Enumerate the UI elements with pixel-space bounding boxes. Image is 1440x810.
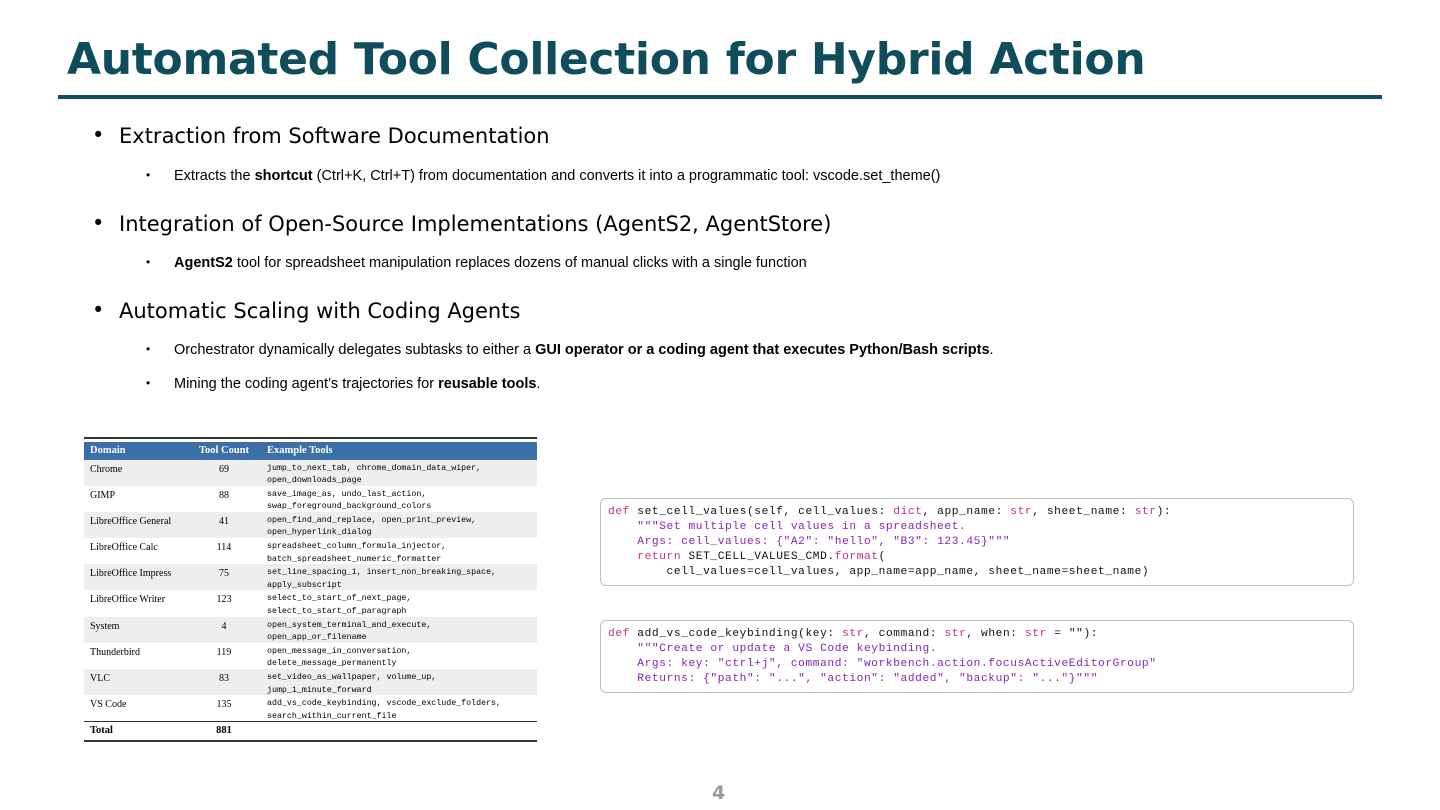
- bullet-2-text: Integration of Open-Source Implementations (AgentS2, AgentStore): [119, 212, 832, 236]
- table-body: [84, 460, 537, 722]
- cell-domain: System: [90, 620, 120, 632]
- cell-example-tools: [267, 646, 411, 671]
- code-block-add-vs-code-keybinding: [600, 620, 1354, 693]
- bullet-dot: •: [92, 211, 105, 235]
- cell-domain: Thunderbird: [90, 646, 140, 658]
- code-line: Args: cell_values: {"A2": "hello", "B3": 123.45}""": [608, 536, 1011, 548]
- cell-example-tools: [267, 672, 436, 697]
- table-row: [84, 695, 537, 721]
- page-number: 4: [712, 782, 726, 804]
- header-example-tools: Example Tools: [267, 444, 333, 456]
- table-row: [84, 460, 537, 486]
- sub-bullet-pre: Mining the coding agent’s trajectories for: [174, 376, 439, 392]
- example-tools-line: open_downloads_page: [267, 476, 362, 485]
- example-tools-line: select_to_start_of_next_page,: [267, 594, 412, 604]
- example-tools-line: batch_spreadsheet_numeric_formatter: [267, 554, 442, 564]
- bullet-dot: •: [92, 123, 105, 147]
- sub-bullet-dot: •: [146, 168, 151, 182]
- table-row: [84, 669, 537, 695]
- example-tools-line: open_hyperlink_dialog: [267, 528, 372, 538]
- bullet-1-text: Extraction from Software Documentation: [119, 124, 550, 148]
- sub-bullet-text: [174, 255, 807, 271]
- sub-bullet-dot: •: [146, 376, 151, 390]
- bullet-3-text: Automatic Scaling with Coding Agents: [119, 299, 521, 323]
- total-count: 881: [216, 725, 232, 737]
- cell-example-tools: [267, 515, 476, 540]
- example-tools-line: jump_1_minute_forward: [267, 685, 372, 695]
- cell-domain: Chrome: [90, 463, 123, 475]
- code-line: Returns: {"path": "...", "action": "added", "backup": "..."}""": [608, 673, 1099, 685]
- example-tools-line: spreadsheet_column_formula_injector,: [267, 542, 447, 552]
- header-tool-count: Tool Count: [198, 444, 250, 456]
- sub-bullet-bold: AgentS2: [174, 255, 233, 271]
- table-row: [84, 486, 537, 512]
- example-tools-line: select_to_start_of_paragraph: [267, 606, 407, 616]
- table-row: [84, 512, 537, 538]
- cell-tool-count: 88: [219, 489, 229, 501]
- code-line: """Create or update a VS Code keybinding.: [608, 643, 938, 655]
- table-row: [84, 617, 537, 643]
- cell-example-tools: [267, 593, 411, 618]
- table-row: [84, 643, 537, 669]
- sub-bullet-post: (Ctrl+K, Ctrl+T) from documentation and converts it into a programmatic tool: vscode.set_theme(): [312, 168, 941, 184]
- example-tools-line: open_find_and_replace, open_print_preview,: [267, 515, 477, 525]
- code-line: cell_values=cell_values, app_name=app_name, sheet_name=sheet_name): [608, 566, 1150, 578]
- cell-tool-count: 69: [219, 463, 229, 475]
- cell-tool-count: 135: [216, 699, 232, 711]
- sub-bullet-post: .: [989, 342, 994, 358]
- table-row: [84, 538, 537, 564]
- sub-bullet-dot: •: [146, 342, 151, 356]
- sub-bullet-text: [174, 342, 994, 358]
- example-tools-line: open_message_in_conversation,: [267, 646, 412, 656]
- table-row: [84, 564, 537, 590]
- cell-example-tools: [267, 489, 431, 514]
- tool-count-table: [84, 437, 537, 742]
- cell-tool-count: 41: [219, 515, 229, 527]
- example-tools-line: search_within_current_file: [267, 711, 397, 721]
- header-domain: Domain: [90, 444, 126, 456]
- table-bottom-rule: [84, 740, 537, 742]
- cell-tool-count: 75: [219, 568, 229, 580]
- cell-example-tools: [267, 463, 481, 488]
- sub-bullet-post: tool for spreadsheet manipulation replaces dozens of manual clicks with a single function: [232, 255, 807, 271]
- sub-bullet-dot: •: [146, 255, 151, 269]
- total-label: Total: [90, 725, 113, 737]
- code-line: def set_cell_values(self, cell_values: dict, app_name: str, sheet_name: str):: [608, 506, 1172, 518]
- example-tools-line: save_image_as, undo_last_action,: [267, 489, 427, 499]
- sub-bullet-bold: reusable tools: [438, 376, 537, 392]
- example-tools-line: set_video_as_wallpaper, volume_up,: [267, 673, 437, 682]
- table-header-row: [84, 442, 537, 460]
- cell-domain: GIMP: [90, 489, 116, 501]
- code-line: """Set multiple cell values in a spreadsheet.: [608, 521, 967, 533]
- code-line: def add_vs_code_keybinding(key: str, command: str, when: str = ""):: [608, 628, 1099, 640]
- slide-title: Automated Tool Collection for Hybrid Action: [67, 34, 1146, 85]
- cell-domain: VS Code: [90, 699, 127, 711]
- example-tools-line: add_vs_code_keybinding, vscode_exclude_folders,: [267, 699, 502, 709]
- cell-tool-count: 119: [216, 646, 232, 658]
- example-tools-line: set_line_spacing_1, insert_non_breaking_space,: [267, 568, 497, 578]
- sub-bullet-post: .: [536, 376, 541, 392]
- sub-bullet-pre: Extracts the: [174, 168, 255, 184]
- cell-domain: LibreOffice General: [90, 515, 172, 527]
- table-total-row: [84, 722, 537, 740]
- table-row: [84, 590, 537, 616]
- cell-domain: VLC: [90, 673, 110, 684]
- cell-domain: LibreOffice Impress: [90, 568, 172, 580]
- code-block-set-cell-values: [600, 498, 1354, 586]
- code-line: Args: key: "ctrl+j", command: "workbench.action.focusActiveEditorGroup": [608, 658, 1157, 670]
- sub-bullet-text: [174, 168, 940, 184]
- cell-example-tools: [267, 698, 501, 723]
- example-tools-line: delete_message_permanently: [267, 659, 397, 669]
- sub-bullet-pre: Orchestrator dynamically delegates subtasks to either a: [174, 342, 536, 358]
- sub-bullet-bold: shortcut: [254, 168, 313, 184]
- example-tools-line: open_system_terminal_and_execute,: [267, 620, 432, 630]
- sub-bullet-bold: GUI operator or a coding agent that executes Python/Bash scripts: [535, 342, 990, 358]
- cell-tool-count: 114: [216, 542, 232, 554]
- cell-tool-count: 4: [221, 620, 227, 632]
- cell-tool-count: 83: [219, 673, 229, 684]
- cell-tool-count: 123: [216, 594, 232, 606]
- example-tools-line: open_app_or_filename: [267, 633, 367, 643]
- cell-example-tools: [267, 620, 431, 645]
- title-underline: [58, 95, 1382, 99]
- bullet-dot: •: [92, 298, 105, 322]
- sub-bullet-text: [174, 376, 540, 392]
- code-line: return SET_CELL_VALUES_CMD.format(: [637, 551, 886, 563]
- example-tools-line: jump_to_next_tab, chrome_domain_data_wiper,: [267, 463, 482, 473]
- table-top-rule: [84, 437, 537, 439]
- cell-example-tools: [267, 567, 496, 592]
- cell-domain: LibreOffice Calc: [90, 542, 158, 554]
- cell-example-tools: [267, 541, 446, 566]
- cell-domain: LibreOffice Writer: [90, 594, 166, 606]
- example-tools-line: apply_subscript: [267, 580, 342, 590]
- example-tools-line: swap_foreground_background_colors: [267, 502, 432, 512]
